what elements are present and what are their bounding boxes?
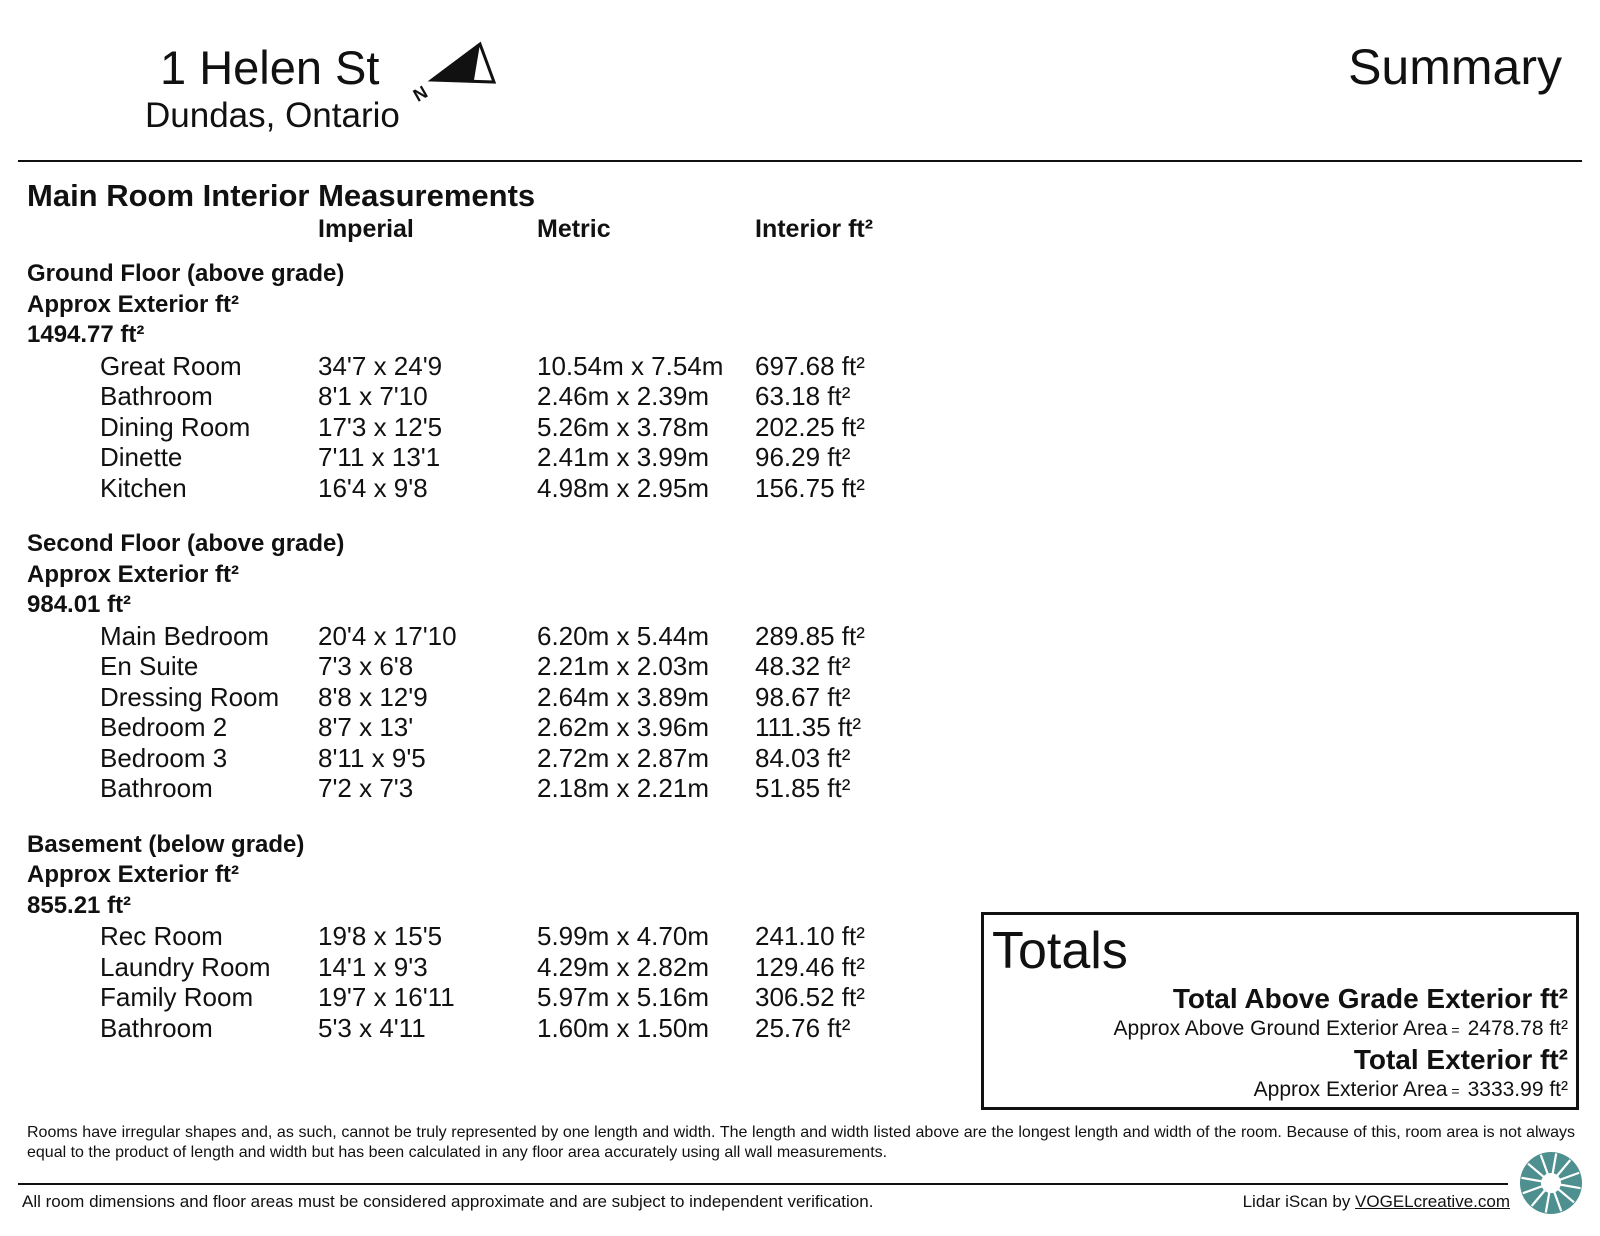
floors-list <box>27 259 927 1069</box>
room-metric: 2.18m x 2.21m <box>537 773 709 803</box>
total-exterior-line <box>1114 1076 1568 1105</box>
room-interior-area: 129.46 ft² <box>755 951 865 982</box>
totals-box <box>981 912 1579 1110</box>
credit <box>1243 1192 1510 1212</box>
room-interior-area: 51.85 ft² <box>755 773 851 803</box>
room-name: Bedroom 2 <box>100 712 228 742</box>
room-imperial: 8'8 x 12'9 <box>318 681 428 712</box>
room-metric: 10.54m x 7.54m <box>537 350 724 381</box>
room-name: Dinette <box>100 442 183 472</box>
total-above-grade-line <box>1114 1015 1568 1044</box>
floor-exterior-value: 1494.77 ft² <box>27 321 145 348</box>
room-row <box>27 712 927 743</box>
address-line-2: Dundas, Ontario <box>145 96 400 135</box>
floor-exterior-label: Approx Exterior ft² <box>27 290 240 318</box>
north-arrow-label: N <box>409 81 432 106</box>
room-metric: 5.26m x 3.78m <box>537 411 709 442</box>
column-header-metric: Metric <box>537 215 611 243</box>
room-interior-area: 289.85 ft² <box>755 620 865 651</box>
floor-exterior-label: Approx Exterior ft² <box>27 560 240 588</box>
room-interior-area: 84.03 ft² <box>755 742 851 773</box>
room-row <box>27 651 927 682</box>
section-title: Main Room Interior Measurements <box>27 178 536 213</box>
footer-divider <box>18 1183 1508 1185</box>
room-row <box>27 442 927 473</box>
room-metric: 1.60m x 1.50m <box>537 1012 709 1043</box>
room-row <box>27 1013 927 1044</box>
room-imperial: 7'2 x 7'3 <box>318 773 414 803</box>
room-row <box>27 621 927 652</box>
room-metric: 4.98m x 2.95m <box>537 472 709 503</box>
room-name: Dining Room <box>100 411 251 442</box>
room-interior-area: 63.18 ft² <box>755 381 851 411</box>
credit-prefix: Lidar iScan by <box>1242 1192 1356 1211</box>
room-interior-area: 156.75 ft² <box>755 472 865 503</box>
room-metric: 2.62m x 3.96m <box>537 712 709 742</box>
room-name: Bedroom 3 <box>100 742 228 773</box>
room-metric: 2.21m x 2.03m <box>537 651 709 681</box>
room-metric: 4.29m x 2.82m <box>537 951 709 982</box>
room-imperial: 16'4 x 9'8 <box>318 472 428 503</box>
room-name: Bathroom <box>100 1012 213 1043</box>
room-row <box>27 412 927 443</box>
room-imperial: 20'4 x 17'10 <box>318 620 457 651</box>
room-row <box>27 982 927 1013</box>
footnote: Rooms have irregular shapes and, as such, cannot be truly represented by one length and width. The length and width listed above are the longest length and width of the room. Because of this, room area is not always equal to the product of length and width but has been calculated in any floor area accurately using all wall measurements. <box>27 1124 1575 1161</box>
floor-name: Second Floor (above grade) <box>27 530 345 557</box>
room-metric: 6.20m x 5.44m <box>537 620 709 651</box>
room-name: Family Room <box>100 982 254 1012</box>
room-imperial: 34'7 x 24'9 <box>318 350 443 381</box>
room-metric: 2.64m x 3.89m <box>537 681 709 712</box>
room-imperial: 19'8 x 15'5 <box>318 921 443 951</box>
room-imperial: 8'7 x 13' <box>318 712 414 742</box>
room-row <box>27 921 927 952</box>
room-row <box>27 773 927 804</box>
total-exterior-heading: Total Exterior ft² <box>1353 1044 1568 1075</box>
room-name: Dressing Room <box>100 681 280 712</box>
room-metric: 2.72m x 2.87m <box>537 742 709 773</box>
room-row <box>27 473 927 504</box>
room-imperial: 7'11 x 13'1 <box>318 442 441 472</box>
floor-exterior-value: 855.21 ft² <box>27 891 132 919</box>
address-line-1: 1 Helen St <box>160 41 380 94</box>
total-above-grade-value: 2478.78 ft² <box>1467 1017 1568 1040</box>
room-name: Laundry Room <box>100 951 271 982</box>
floor-exterior-value: 984.01 ft² <box>27 591 132 618</box>
room-metric: 5.97m x 5.16m <box>537 982 709 1012</box>
equals-sign: = <box>1451 1022 1460 1038</box>
aperture-logo-icon <box>1518 1150 1584 1216</box>
room-interior-area: 48.32 ft² <box>755 651 851 681</box>
room-interior-area: 241.10 ft² <box>755 921 865 951</box>
room-imperial: 5'3 x 4'11 <box>318 1012 426 1043</box>
total-above-grade-heading: Total Above Grade Exterior ft² <box>1172 983 1568 1014</box>
room-name: Bathroom <box>100 773 213 803</box>
room-name: Main Bedroom <box>100 620 270 651</box>
room-metric: 2.46m x 2.39m <box>537 381 709 411</box>
room-metric: 2.41m x 3.99m <box>537 442 709 472</box>
room-interior-area: 25.76 ft² <box>755 1012 851 1043</box>
floor-name: Basement (below grade) <box>27 830 305 858</box>
room-interior-area: 697.68 ft² <box>755 350 865 381</box>
floor-name: Ground Floor (above grade) <box>27 260 345 287</box>
room-interior-area: 96.29 ft² <box>755 442 851 472</box>
room-name: En Suite <box>100 651 199 681</box>
room-row <box>27 381 927 412</box>
room-row <box>27 351 927 382</box>
room-interior-area: 111.35 ft² <box>755 712 861 742</box>
room-interior-area: 306.52 ft² <box>755 982 865 1012</box>
room-imperial: 8'11 x 9'5 <box>318 742 426 773</box>
room-imperial: 17'3 x 12'5 <box>318 411 443 442</box>
room-imperial: 7'3 x 6'8 <box>318 651 414 681</box>
floor-section <box>27 259 927 503</box>
header-divider <box>18 160 1582 162</box>
totals-title: Totals <box>992 922 1128 980</box>
room-row <box>27 743 927 774</box>
total-above-grade-label: Approx Above Ground Exterior Area <box>1113 1017 1448 1040</box>
floor-exterior-label: Approx Exterior ft² <box>27 861 240 888</box>
room-name: Kitchen <box>100 472 187 503</box>
column-header-imperial: Imperial <box>318 215 414 243</box>
room-row <box>27 682 927 713</box>
room-imperial: 14'1 x 9'3 <box>318 951 428 982</box>
floor-section <box>27 830 927 1044</box>
room-interior-area: 202.25 ft² <box>755 411 865 442</box>
room-imperial: 8'1 x 7'10 <box>318 381 428 411</box>
total-exterior-label: Approx Exterior Area <box>1253 1078 1448 1101</box>
north-arrow-icon <box>409 42 507 106</box>
disclaimer: All room dimensions and floor areas must be considered approximate and are subject to independent verification. <box>22 1192 874 1211</box>
room-name: Great Room <box>100 350 242 381</box>
room-name: Bathroom <box>100 381 213 411</box>
room-metric: 5.99m x 4.70m <box>537 921 709 951</box>
equals-sign: = <box>1451 1083 1460 1099</box>
room-name: Rec Room <box>100 921 223 951</box>
column-header-interior: Interior ft² <box>755 215 874 243</box>
total-exterior-value: 3333.99 ft² <box>1467 1078 1568 1101</box>
credit-link[interactable]: VOGELcreative.com <box>1355 1192 1510 1211</box>
floor-section <box>27 529 927 804</box>
page-title: Summary <box>1348 39 1562 95</box>
room-imperial: 19'7 x 16'11 <box>318 982 455 1012</box>
room-interior-area: 98.67 ft² <box>755 681 851 712</box>
room-row <box>27 952 927 983</box>
